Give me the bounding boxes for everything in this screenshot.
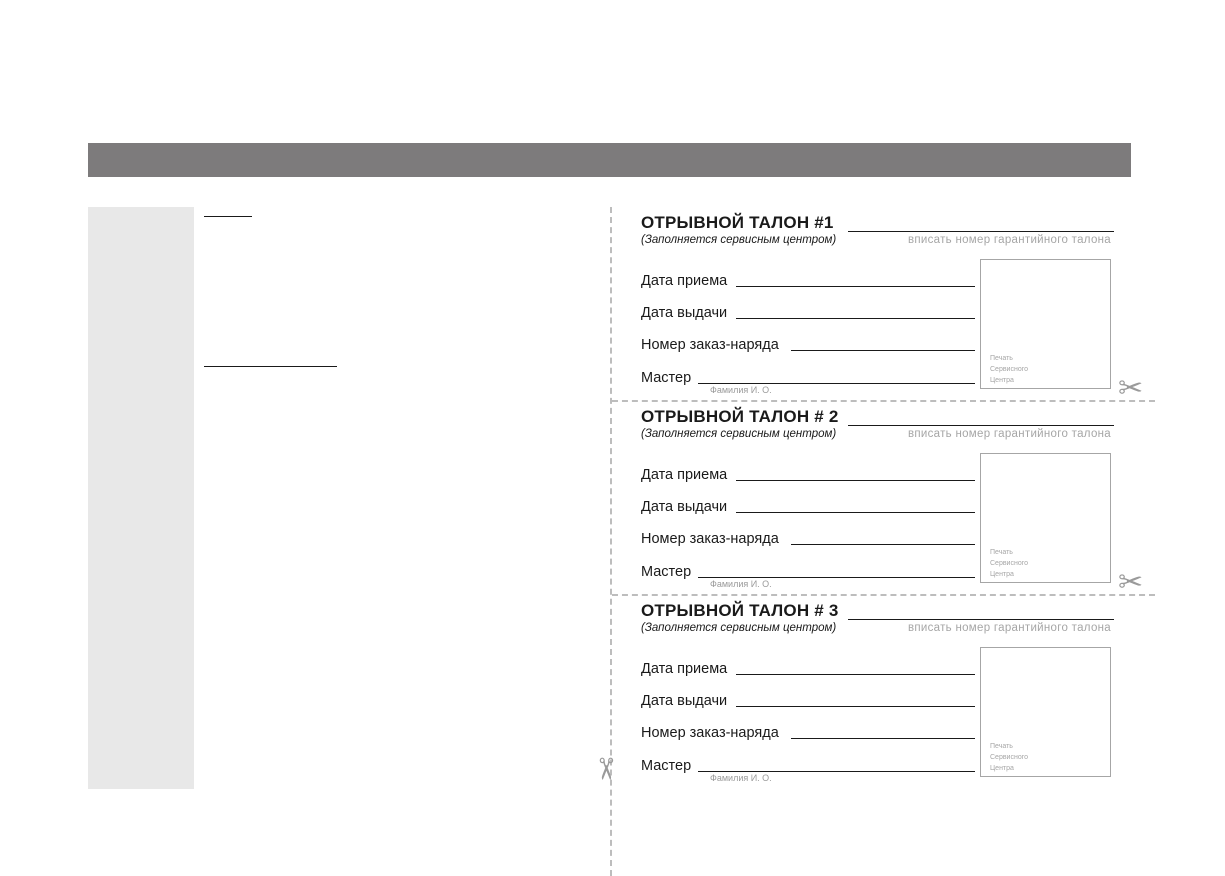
field-issued-line[interactable]: [736, 318, 975, 319]
coupon-2: [641, 401, 1116, 591]
coupon-title: ОТРЫВНОЙ ТАЛОН #1: [641, 213, 834, 232]
field-issued-label: Дата выдачи: [641, 305, 728, 321]
field-issued-line[interactable]: [736, 512, 975, 513]
warranty-number-line[interactable]: [848, 619, 1114, 620]
warranty-number-hint: вписать номер гарантийного талона: [907, 234, 1111, 246]
field-received-line[interactable]: [736, 674, 975, 675]
left-short-rule: [204, 216, 252, 217]
coupon-note: (Заполняется сервисным центром): [641, 622, 837, 634]
field-order-line[interactable]: [791, 544, 975, 545]
header-band: [88, 143, 1131, 177]
coupon-title: ОТРЫВНОЙ ТАЛОН # 2: [641, 407, 839, 426]
field-received-line[interactable]: [736, 286, 975, 287]
field-order-label: Номер заказ-наряда: [641, 531, 779, 547]
scissors-icon: ✂: [1118, 566, 1144, 599]
field-issued-line[interactable]: [736, 706, 975, 707]
warranty-number-hint: вписать номер гарантийного талона: [907, 622, 1111, 634]
coupon-title: ОТРЫВНОЙ ТАЛОН # 3: [641, 601, 839, 620]
master-name-hint: Фамилия И. О.: [710, 385, 772, 395]
coupon-3: [641, 595, 1116, 785]
coupon-note: (Заполняется сервисным центром): [641, 234, 837, 246]
coupon-note: (Заполняется сервисным центром): [641, 428, 837, 440]
field-received-label: Дата приема: [641, 467, 728, 483]
field-master-line[interactable]: [698, 383, 975, 384]
field-master-line[interactable]: [698, 771, 975, 772]
stamp-label: Печать Сервисного Центра: [990, 549, 1029, 578]
field-issued-label: Дата выдачи: [641, 693, 728, 709]
master-name-hint: Фамилия И. О.: [710, 773, 772, 783]
stamp-box: [980, 259, 1111, 389]
scissors-icon: ✂: [588, 756, 622, 782]
field-order-label: Номер заказ-наряда: [641, 337, 779, 353]
field-master-line[interactable]: [698, 577, 975, 578]
stamp-label: Печать Сервисного Центра: [990, 355, 1029, 384]
field-master-label: Мастер: [641, 564, 692, 580]
left-long-rule: [204, 366, 337, 367]
field-received-line[interactable]: [736, 480, 975, 481]
side-panel: [88, 207, 194, 789]
stamp-label: Печать Сервисного Центра: [990, 743, 1029, 772]
field-received-label: Дата приема: [641, 273, 728, 289]
field-master-label: Мастер: [641, 370, 692, 386]
warranty-number-hint: вписать номер гарантийного талона: [907, 428, 1111, 440]
stamp-box: [980, 647, 1111, 777]
field-order-line[interactable]: [791, 738, 975, 739]
scissors-icon: ✂: [1118, 372, 1144, 405]
coupon-1: [641, 207, 1116, 397]
field-master-label: Мастер: [641, 758, 692, 774]
stamp-box: [980, 453, 1111, 583]
field-issued-label: Дата выдачи: [641, 499, 728, 515]
master-name-hint: Фамилия И. О.: [710, 579, 772, 589]
warranty-number-line[interactable]: [848, 231, 1114, 232]
field-order-label: Номер заказ-наряда: [641, 725, 779, 741]
field-received-label: Дата приема: [641, 661, 728, 677]
warranty-number-line[interactable]: [848, 425, 1114, 426]
field-order-line[interactable]: [791, 350, 975, 351]
